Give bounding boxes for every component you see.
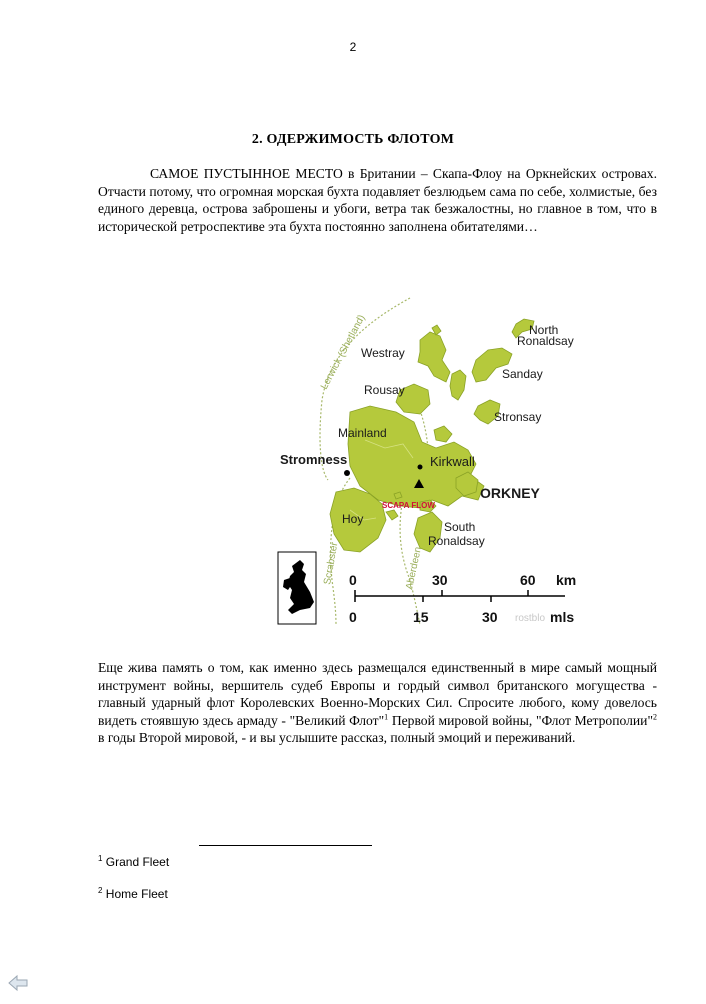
section-heading: 2. ОДЕРЖИМОСТЬ ФЛОТОМ [251, 132, 455, 147]
label-lerwick: Lerwick (Shetland) [318, 313, 368, 392]
orkney-map [270, 290, 590, 630]
label-scrabster: Scrabster [322, 541, 341, 586]
footnote-1 [98, 855, 169, 869]
intro-paragraph: САМОЕ ПУСТЫННОЕ МЕСТО в Британии – Скапа-Флоу на Оркнейских островах. Отчасти потому, что огромная морская бухта подавляет безлюдьем сама по себе, холмистые, без единого деревца, острова заброшены и убоги, ветра так безжалостны, но главное в том, что в исторической ретроспективе эта бухта постоянно заполнена обитателями… [98, 166, 657, 234]
footnote-2-text: Home Fleet [102, 887, 168, 901]
label-scapa-flow: SCAPA FLOW [382, 501, 435, 510]
kirkwall-dot [418, 465, 423, 470]
label-mainland: Mainland [338, 426, 387, 440]
scale-km-30: 30 [432, 572, 448, 588]
label-sanday: Sanday [502, 367, 543, 381]
main-paragraph-part1: Еще жива память о том, как именно здесь размещался единственный в мире самый мощный инструмент войны, вершитель судеб Европы и гордый символ британского могущества - главный ударный флот Королевских Военно-Морских Сил. Спросите любого, кому довелось видеть стоявшую здесь армаду - "Великий Флот" [98, 660, 657, 728]
island-eday [450, 370, 466, 400]
scale-km-60: 60 [520, 572, 536, 588]
scale-mls-30: 30 [482, 609, 498, 625]
label-aberdeen: Aberdeen [404, 545, 424, 591]
label-stromness: Stromness [280, 452, 348, 467]
scale-bar [349, 572, 576, 625]
footnote-2 [98, 887, 168, 901]
label-stronsay: Stronsay [494, 410, 542, 424]
scale-mls-15: 15 [413, 609, 429, 625]
scale-mls-unit: mls [550, 609, 575, 625]
label-south-ronaldsay-2: Ronaldsay [428, 534, 485, 548]
map-watermark: rostblo [515, 613, 546, 624]
scale-mls-0: 0 [349, 609, 357, 625]
footnote-separator [199, 845, 372, 846]
main-paragraph-part3: в годы Второй мировой, - и вы услышите рассказ, полный эмоций и переживаний. [98, 730, 576, 746]
back-arrow-icon[interactable] [8, 974, 28, 992]
footnote-1-text: Grand Fleet [102, 855, 170, 869]
island-westray [418, 332, 450, 382]
label-kirkwall: Kirkwall [430, 454, 475, 469]
label-westray: Westray [361, 346, 405, 360]
label-orkney: ORKNEY [480, 485, 540, 501]
main-paragraph [98, 659, 657, 747]
label-hoy: Hoy [342, 512, 364, 526]
footnote-1-mark: 1 [98, 854, 103, 863]
scale-km-0: 0 [349, 572, 357, 588]
footnote-2-mark: 2 [98, 886, 103, 895]
label-rousay: Rousay [364, 383, 405, 397]
stromness-dot [344, 470, 350, 476]
footnote-ref-2[interactable]: 2 [653, 712, 658, 722]
uk-inset-map [278, 552, 316, 624]
page-number: 2 [349, 40, 357, 54]
main-paragraph-part2: Первой мировой войны, "Флот Метрополии" [388, 712, 654, 728]
footnote-ref-1[interactable]: 1 [384, 712, 389, 722]
scale-km-unit: km [556, 572, 577, 588]
island-flotta [386, 510, 398, 520]
label-north-ronaldsay-2: Ronaldsay [517, 334, 574, 348]
label-north-ronaldsay-1: North [529, 323, 559, 337]
label-south-ronaldsay-1: South [444, 520, 476, 534]
island-shapinsay [434, 426, 452, 442]
